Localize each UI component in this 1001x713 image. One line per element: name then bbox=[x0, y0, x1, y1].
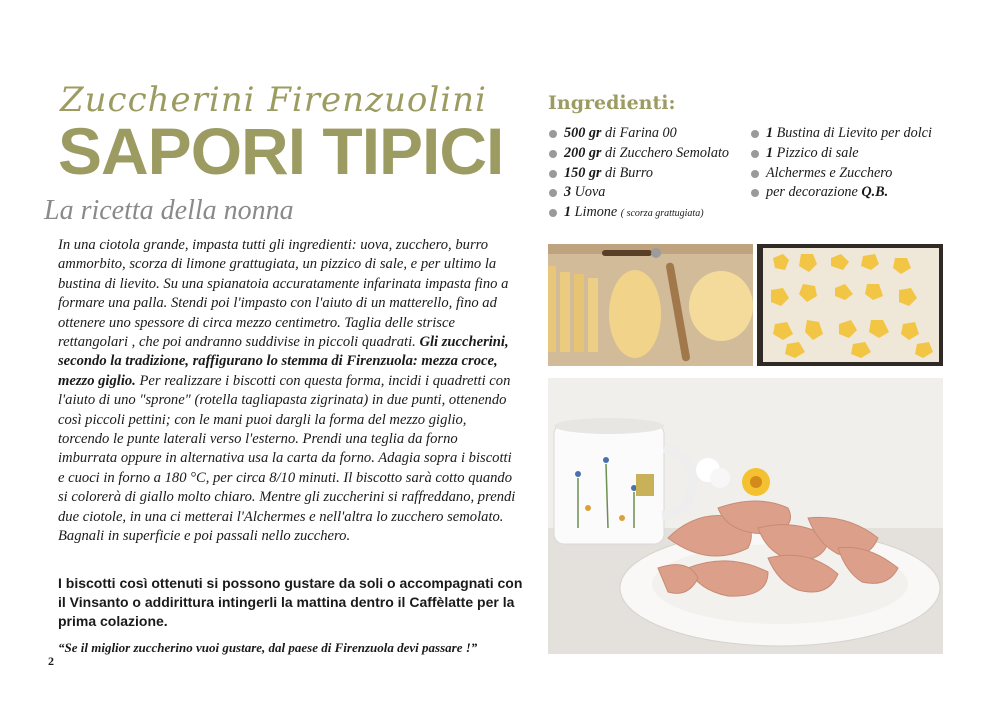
recipe-instructions bbox=[58, 236, 520, 547]
ingredient-item: 150 gr di Burro bbox=[548, 164, 729, 184]
instructions-part-1: In una ciotola grande, impasta tutti gli ingredienti: uova, zucchero, burro ammorbito, scorza di limone grattugiata, un pizzico di sale, e per ultimo la bustina di lievito. Su una spianatoia accuratamente infarinata impasta fino a formare una palla. Stendi poi l'impasto con l'aiuto di un matterello, fino ad ottenere uno spessore di circa mezzo centimetro. Taglia delle strisce rettangolari , che poi andranno suddivise in piccoli quadrati. bbox=[58, 237, 509, 351]
ingredient-item: 500 gr di Farina 00 bbox=[548, 124, 729, 144]
instructions-part-2: Per realizzare i biscotti con questa forma, incidi i quadretti con l'aiuto di uno "sprone" (rotella tagliapasta zigrinata) in due punti, ottenendo così piccoli pettini; con le mani puoi dargli la forma del mezzo giglio, torcendo le punte laterali verso l'esterno. Prendi una teglia da forno imburrata oppure in alternativa usa la carta da forno. Adagia sopra i biscotti e cuoci in forno a 180 °C, per circa 8/10 minuti. Il biscotto sarà cotto quando si colorerà di giallo molto chiaro. Mentre gli zuccherini si raffreddano, prendi due ciotole, in una ci metterai l'Alchermes e nell'altra lo zucchero semolato. Bagnali in superficie e poi passali nello zucchero. bbox=[58, 372, 516, 545]
ingredients-title: Ingredienti: bbox=[548, 92, 676, 114]
subtitle: La ricetta della nonna bbox=[44, 195, 294, 226]
ingredient-item-continued: per decorazione Q.B. bbox=[750, 183, 932, 203]
section-title: SAPORI TIPICI bbox=[58, 114, 504, 188]
page-number: 2 bbox=[48, 654, 54, 668]
proverb-quote: “Se il miglior zuccherino vuoi gustare, dal paese di Firenzuola devi passare !” bbox=[58, 640, 478, 655]
instructions-bold: Gli zuccherini, secondo la tradizione, raffigurano lo stemma di Firenzuola: mezza croce, mezzo giglio. bbox=[58, 334, 509, 389]
closing-paragraph: I biscotti così ottenuti si possono gustare da soli o accompagnati con il Vinsanto o addirittura intingerli la mattina dentro il Caffèlatte per la prima colazione. bbox=[58, 575, 523, 629]
ingredient-item: 1 Pizzico di sale bbox=[750, 144, 932, 164]
zuccherini-plate-photo bbox=[548, 378, 943, 654]
ingredients-list-2 bbox=[750, 124, 932, 203]
ingredients-list-1 bbox=[548, 124, 729, 224]
ingredient-item: 3 Uova bbox=[548, 183, 729, 203]
biscuits-tray-photo bbox=[757, 244, 943, 366]
dough-preparation-photo bbox=[548, 244, 753, 366]
ingredient-item: 200 gr di Zucchero Semolato bbox=[548, 144, 729, 164]
recipe-title-script: Zuccherini Firenzuolini bbox=[60, 80, 487, 120]
ingredient-item: Alchermes e Zucchero bbox=[750, 164, 932, 184]
ingredient-item: 1 Bustina di Lievito per dolci bbox=[750, 124, 932, 144]
ingredient-item: 1 Limone ( scorza grattugiata) bbox=[548, 203, 729, 224]
